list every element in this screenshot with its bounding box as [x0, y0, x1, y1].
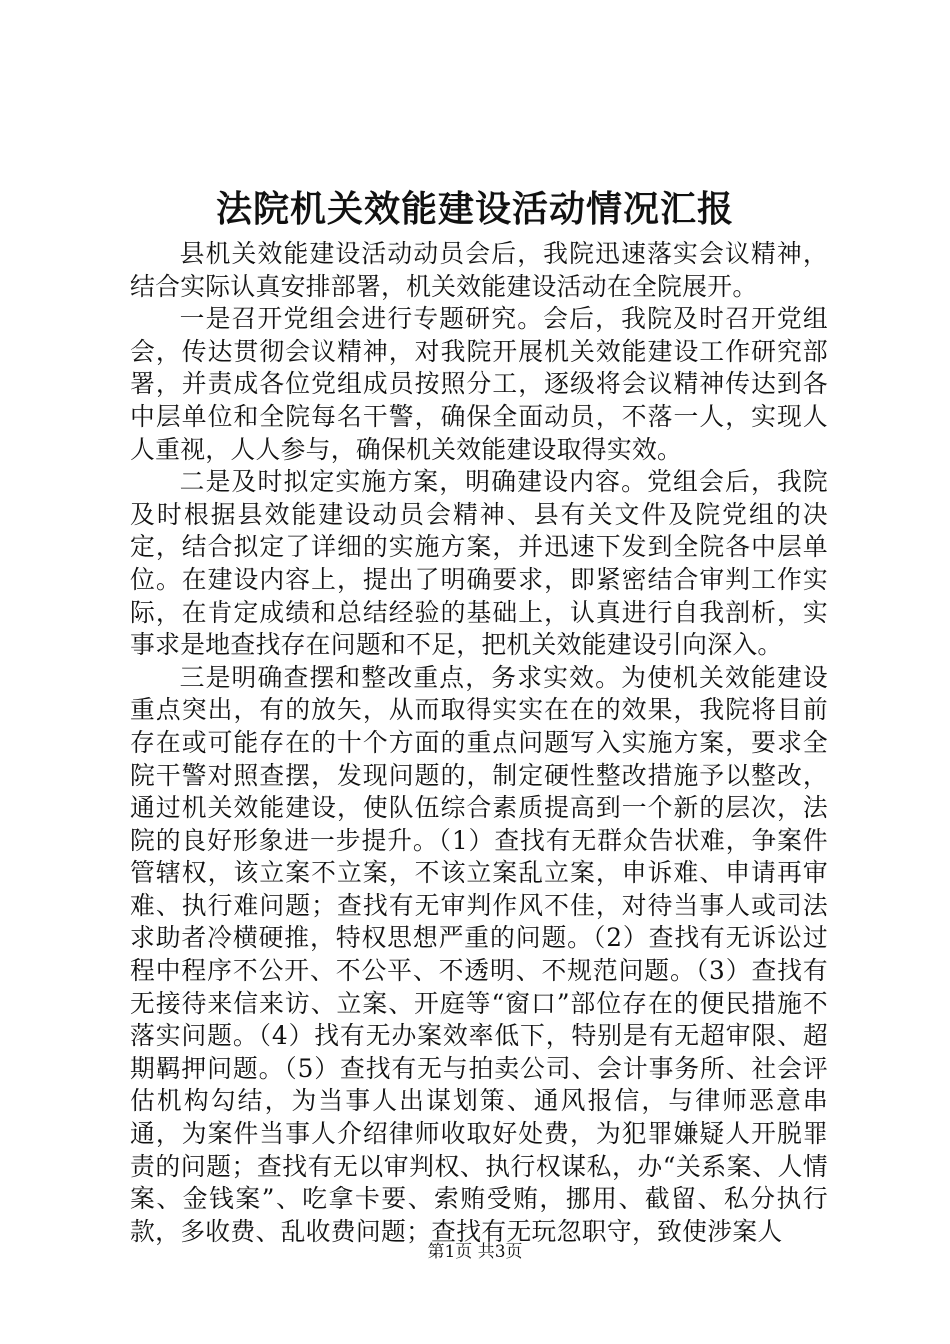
paragraph-point-one: 一是召开党组会进行专题研究。会后，我院及时召开党组会，传达贯彻会议精神，对我院开展机关效能建设工作研究部署，并责成各位党组成员按照分工，逐级将会议精神传达到各中层单位和全院每名干警，确保全面动员，不落一人，实现人人重视，人人参与，确保机关效能建设取得实效。	[130, 304, 828, 464]
paragraph-point-two: 二是及时拟定实施方案，明确建设内容。党组会后，我院及时根据县效能建设动员会精神、县有关文件及院党组的决定，结合拟定了详细的实施方案，并迅速下发到全院各中层单位。在建设内容上，提出了明确要求，即紧密结合审判工作实际，在肯定成绩和总结经验的基础上，认真进行自我剖析，实事求是地查找存在问题和不足，把机关效能建设引向深入。	[130, 467, 828, 660]
document-body	[130, 238, 828, 1248]
document-title: 法院机关效能建设活动情况汇报	[215, 188, 734, 230]
page-number-footer: 第1页 共3页	[427, 1242, 523, 1262]
paragraph-point-three: 三是明确查摆和整改重点，务求实效。为使机关效能建设重点突出，有的放矢，从而取得实实在在的效果，我院将目前存在或可能存在的十个方面的重点问题写入实施方案，要求全院干警对照查摆，发现问题的，制定硬性整改措施予以整改，通过机关效能建设，使队伍综合素质提高到一个新的层次，法院的良好形象进一步提升。（1）查找有无群众告状难，争案件管辖权，该立案不立案，不该立案乱立案，申诉难、申请再审难、执行难问题；查找有无审判作风不佳，对待当事人或司法求助者冷横硬推，特权思想严重的问题。（2）查找有无诉讼过程中程序不公开、不公平、不透明、不规范问题。（3）查找有无接待来信来访、立案、开庭等“窗口”部位存在的便民措施不落实问题。（4）找有无办案效率低下，特别是有无超审限、超期羁押问题。（5）查找有无与拍卖公司、会计事务所、社会评估机构勾结，为当事人出谋划策、通风报信，与律师恶意串通，为案件当事人介绍律师收取好处费，为犯罪嫌疑人开脱罪责的问题；查找有无以审判权、执行权谋私，办“关系案、人情案、金钱案”、吃拿卡要、索贿受贿，挪用、截留、私分执行款，多收费、乱收费问题；查找有无玩忽职守，致使涉案人	[130, 662, 828, 1246]
paragraph-intro: 县机关效能建设活动动员会后，我院迅速落实会议精神，结合实际认真安排部署，机关效能建设活动在全院展开。	[130, 239, 828, 301]
